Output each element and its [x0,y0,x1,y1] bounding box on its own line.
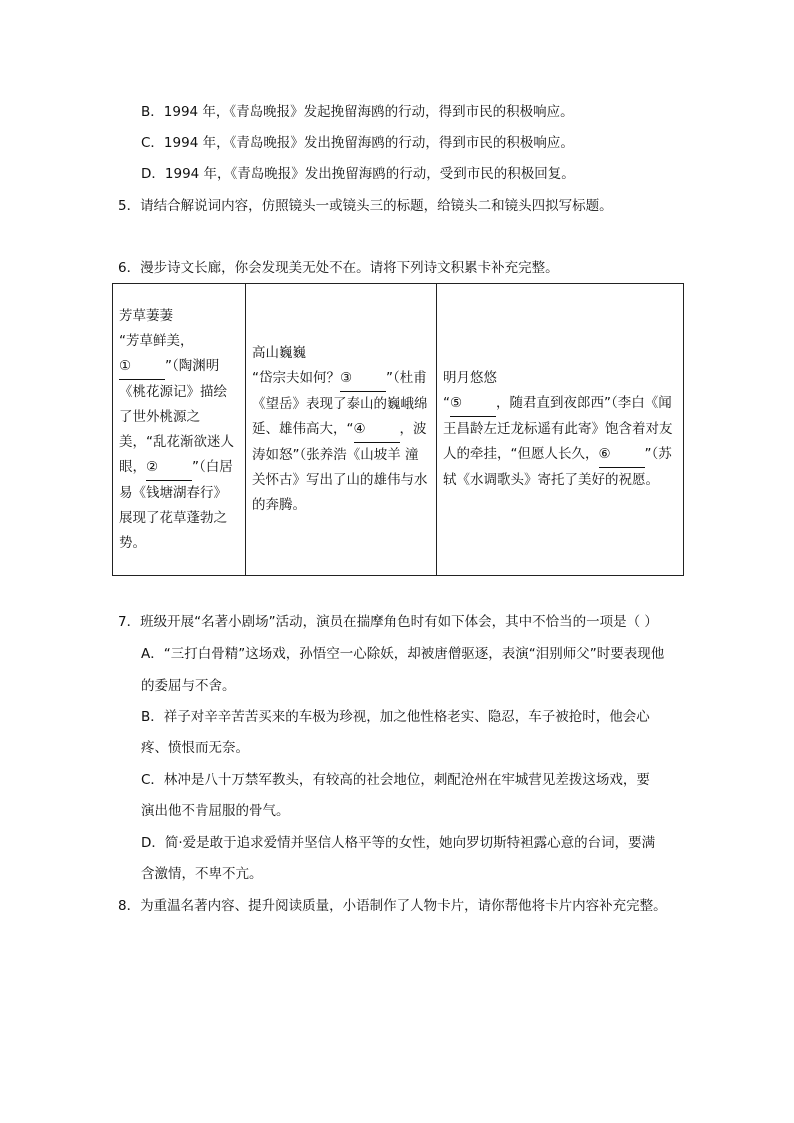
card-title: 明月悠悠 [443,370,497,386]
q7-option-c-line1: C．林冲是八十万禁军教头，有较高的社会地位，刺配沧州在牢城营见差拨这场戏，要 [141,772,650,788]
q7-option-a-line2: 的委屈与不舍。 [141,678,236,694]
blank-5[interactable]: ⑤ [450,391,496,417]
question-6: 6．漫步诗文长廊，你会发现美无处不在。请将下列诗文积累卡补充完整。 [118,260,559,276]
q7-option-d-line2: 含激情，不卑不亢。 [141,866,263,882]
question-5: 5．请结合解说词内容，仿照镜头一或镜头三的标题，给镜头二和镜头四拟写标题。 [118,198,613,214]
q7-option-b-line1: B．祥子对辛辛苦苦买来的车极为珍视，加之他性格老实、隐忍，车子被抢时，他会心 [141,709,650,725]
card-mingyue [437,284,684,576]
q7-option-b-line2: 疼、愤恨而无奈。 [141,740,249,756]
blank-3[interactable]: ③ [340,366,386,392]
card-body: “岱宗夫如何？③ ”（杜甫《望岳》表现了泰山的巍峨绵延、雄伟高大，“④ ，波涛如怒”（张养浩《山坡羊 潼关怀古》写出了山的雄伟与水的奔腾。 [252,366,430,518]
card-body: “⑤ ，随君直到夜郎西”（李白《闻王昌龄左迁龙标遥有此寄》饱含着对友人的牵挂，“但愿人长久，⑥ ”（苏轼《水调歌头》寄托了美好的祝愿。 [443,391,677,493]
blank-6[interactable]: ⑥ [599,442,645,468]
card-title: 高山巍巍 [252,345,306,361]
q7-option-c-line2: 演出他不肯屈服的骨气。 [141,803,290,819]
blank-1[interactable]: ① [119,354,165,380]
card-gaoshan [246,284,437,576]
card-body: “芳草鲜美， ① ”（陶渊明《桃花源记》描绘了世外桃源之美，“乱花渐欲迷人眼，② ”（白居易《钱塘湖春行》展现了花草蓬勃之势。 [119,332,234,551]
q7-option-a-line1: A．“三打白骨精”这场戏，孙悟空一心除妖，却被唐僧驱逐，表演“泪别师父”时要表现他 [141,646,665,662]
q4-option-b: B．1994 年，《青岛晚报》发起挽留海鸥的行动，得到市民的积极响应。 [141,104,574,120]
q4-option-c: C．1994 年，《青岛晚报》发出挽留海鸥的行动，得到市民的积极响应。 [141,135,574,151]
question-8: 8．为重温名著内容、提升阅读质量，小语制作了人物卡片，请你帮他将卡片内容补充完整。 [118,898,667,914]
card-title: 芳草萋萋 [119,307,173,324]
q7-option-d-line1: D．简·爱是敢于追求爱情并坚信人格平等的女性，她向罗切斯特袒露心意的台词，要满 [141,835,656,851]
card-fangcao [113,284,246,576]
question-7: 7．班级开展“名著小剧场”活动，演员在揣摩角色时有如下体会，其中不恰当的一项是（ ） [118,614,658,630]
blank-2[interactable]: ② [146,455,192,481]
blank-4[interactable]: ④ [354,417,400,443]
q4-option-d: D．1994 年，《青岛晚报》发出挽留海鸥的行动，受到市民的积极回复。 [141,166,575,182]
poetry-card-table [112,283,684,576]
